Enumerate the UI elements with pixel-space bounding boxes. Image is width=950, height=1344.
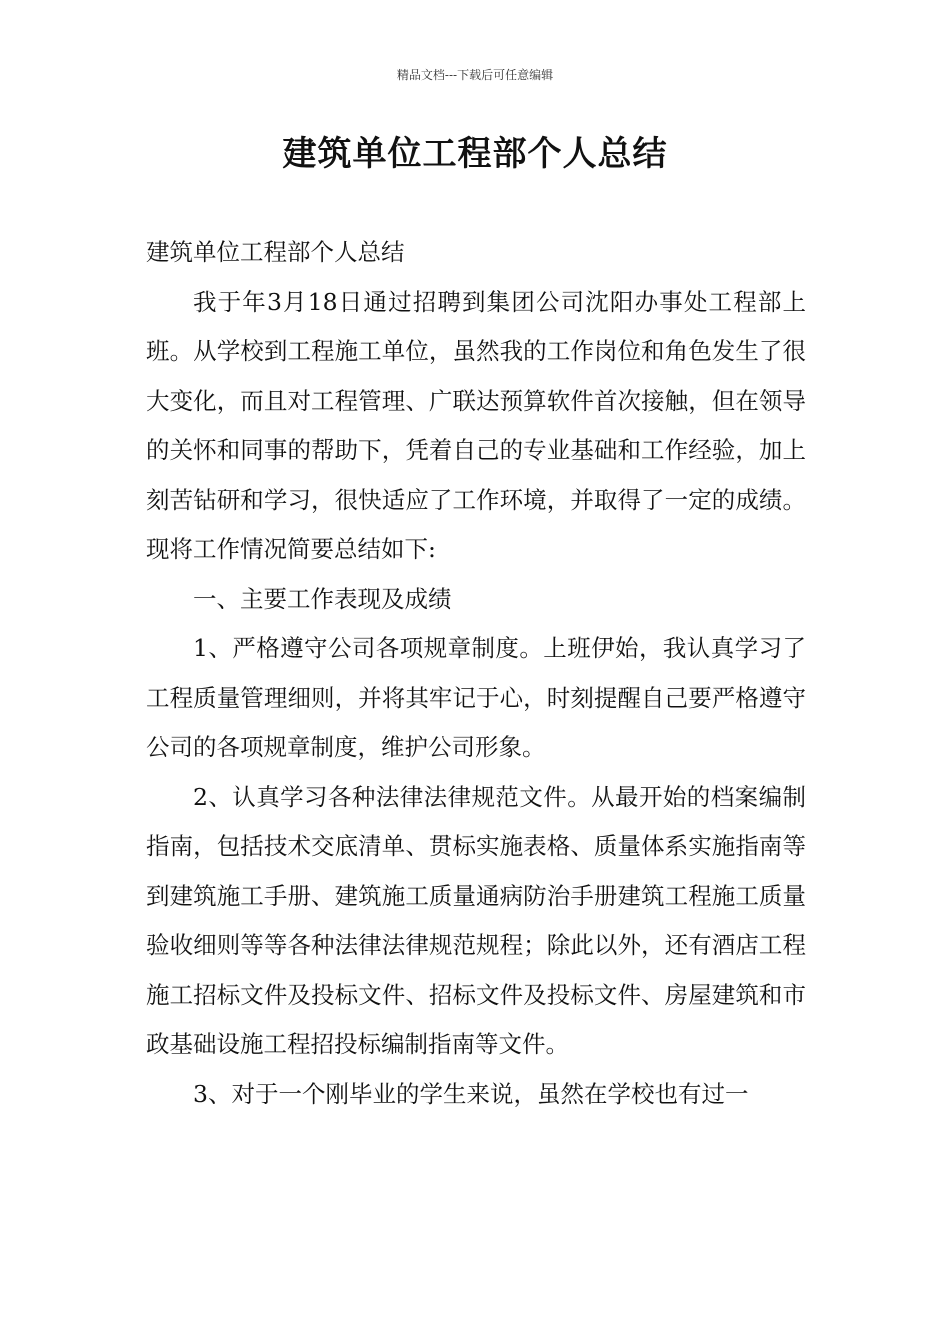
paragraph: 我于年3月18日通过招聘到集团公司沈阳办事处工程部上班。从学校到工程施工单位，虽然我的工作岗位和角色发生了很大变化，而且对工程管理、广联达预算软件首次接触，但在领导的关怀和同事的帮助下，凭着自己的专业基础和工作经验，加上刻苦钻研和学习，很快适应了工作环境，并取得了一定的成绩。现将工作情况简要总结如下:: [146, 287, 806, 563]
paragraph: 2、认真学习各种法律法律规范文件。从最开始的档案编制指南，包括技术交底清单、贯标实施表格、质量体系实施指南等到建筑施工手册、建筑施工质量通病防治手册建筑工程施工质量验收细则等等各种法律法律规范规程；除此以外，还有酒店工程施工招标文件及投标文件、招标文件及投标文件、房屋建筑和市政基础设施工程招投标编制指南等文件。: [146, 782, 806, 1058]
paragraph: 建筑单位工程部个人总结: [146, 238, 405, 266]
section-heading: 一、主要工作表现及成绩: [193, 584, 452, 613]
document-title: 建筑单位工程部个人总结: [282, 134, 668, 174]
header-note: 精品文档---下载后可任意编辑: [396, 68, 554, 82]
paragraph: 1、严格遵守公司各项规章制度。上班伊始，我认真学习了工程质量管理细则，并将其牢记于心，时刻提醒自己要严格遵守公司的各项规章制度，维护公司形象。: [146, 634, 806, 761]
paragraph: 3、对于一个刚毕业的学生来说，虽然在学校也有过一: [193, 1079, 749, 1108]
document-body: [146, 228, 806, 1119]
